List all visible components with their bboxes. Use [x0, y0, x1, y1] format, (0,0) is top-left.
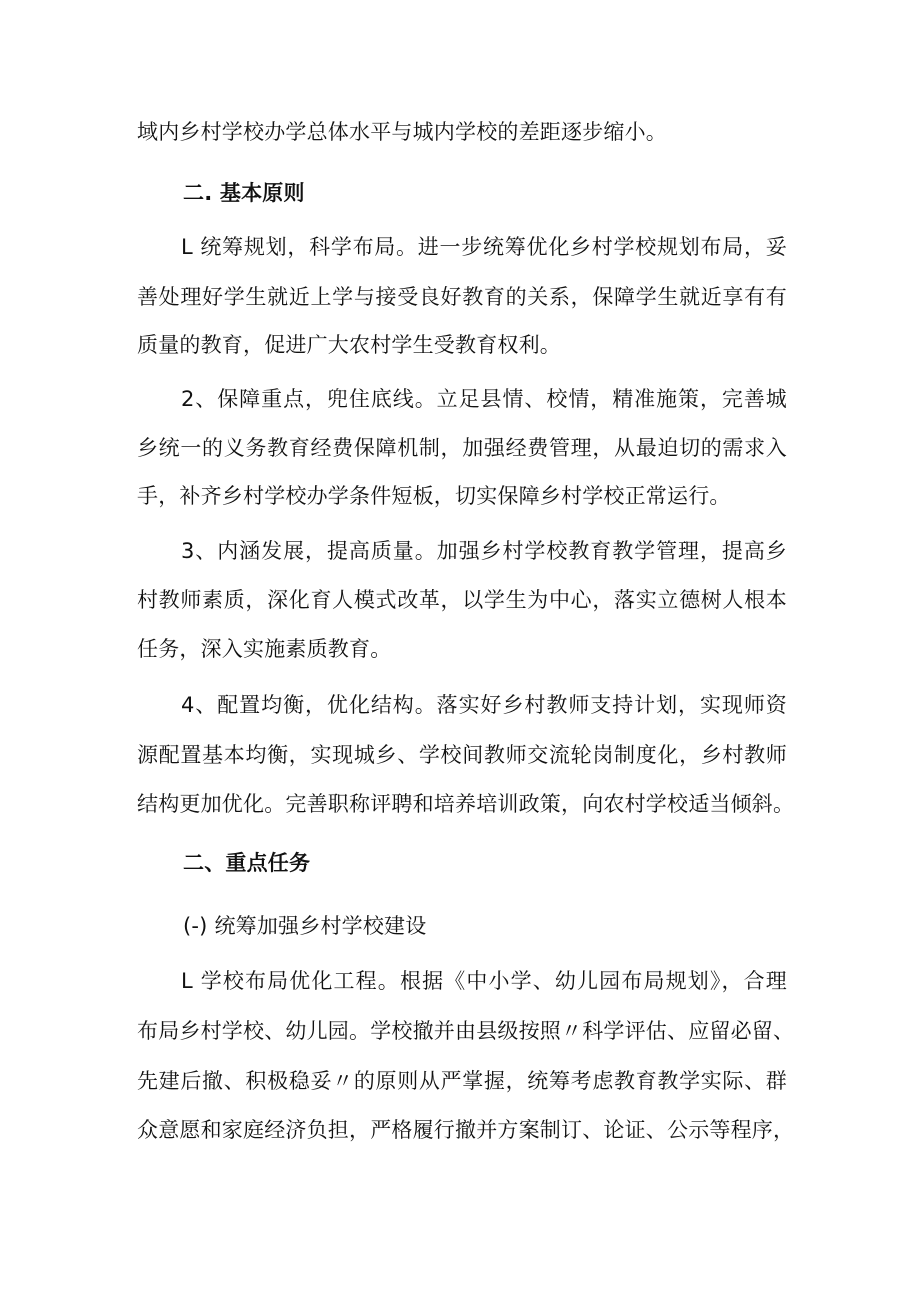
paragraph-line: 手，补齐乡村学校办学条件短板，切实保障乡村学校正常运行。: [137, 484, 731, 508]
paragraph-line: 先建后撤、积极稳妥〃的原则从严掌握，统筹考虑教育教学实际、群: [137, 1069, 787, 1093]
subsection-heading: (-) 统筹加强乡村学校建设: [183, 914, 427, 938]
paragraph-line: 域内乡村学校办学总体水平与城内学校的差距逐步缩小。: [137, 120, 667, 144]
section-heading-key-tasks: 二、重点任务: [183, 851, 311, 875]
paragraph-line: 4、配置均衡，优化结构。落实好乡村教师支持计划，实现师资: [181, 693, 787, 717]
paragraph-line: 布局乡村学校、幼儿园。学校撤并由县级按照〃科学评估、应留必留、: [137, 1019, 795, 1043]
paragraph-line: L 统筹规划，科学布局。进一步统筹优化乡村学校规划布局，妥: [181, 235, 787, 259]
paragraph-line: 源配置基本均衡，实现城乡、学校间教师交流轮岗制度化，乡村教师: [137, 743, 787, 767]
paragraph-line: 质量的教育，促进广大农村学生受教育权利。: [137, 333, 561, 357]
paragraph-line: 3、内涵发展，提高质量。加强乡村学校教育教学管理，提高乡: [181, 539, 787, 563]
paragraph-line: 乡统一的义务教育经费保障机制，加强经费管理，从最迫切的需求入: [137, 436, 787, 460]
paragraph-line: 任务，深入实施素质教育。: [137, 637, 392, 661]
paragraph-line: 善处理好学生就近上学与接受良好教育的关系，保障学生就近享有有: [137, 285, 787, 309]
paragraph-line: 众意愿和家庭经济负担，严格履行撤并方案制订、论证、公示等程序，: [137, 1118, 795, 1142]
paragraph-line: 结构更加优化。完善职称评聘和培养培训政策，向农村学校适当倾斜。: [137, 792, 795, 816]
paragraph-line: 2、保障重点，兜住底线。立足县情、校情，精准施策，完善城: [181, 387, 787, 411]
section-heading-basic-principles: 二. 基本原则: [183, 181, 305, 205]
paragraph-line: L 学校布局优化工程。根据《中小学、幼儿园布局规划》，合理: [181, 969, 787, 993]
paragraph-line: 村教师素质，深化育人模式改革，以学生为中心，落实立德树人根本: [137, 588, 787, 612]
